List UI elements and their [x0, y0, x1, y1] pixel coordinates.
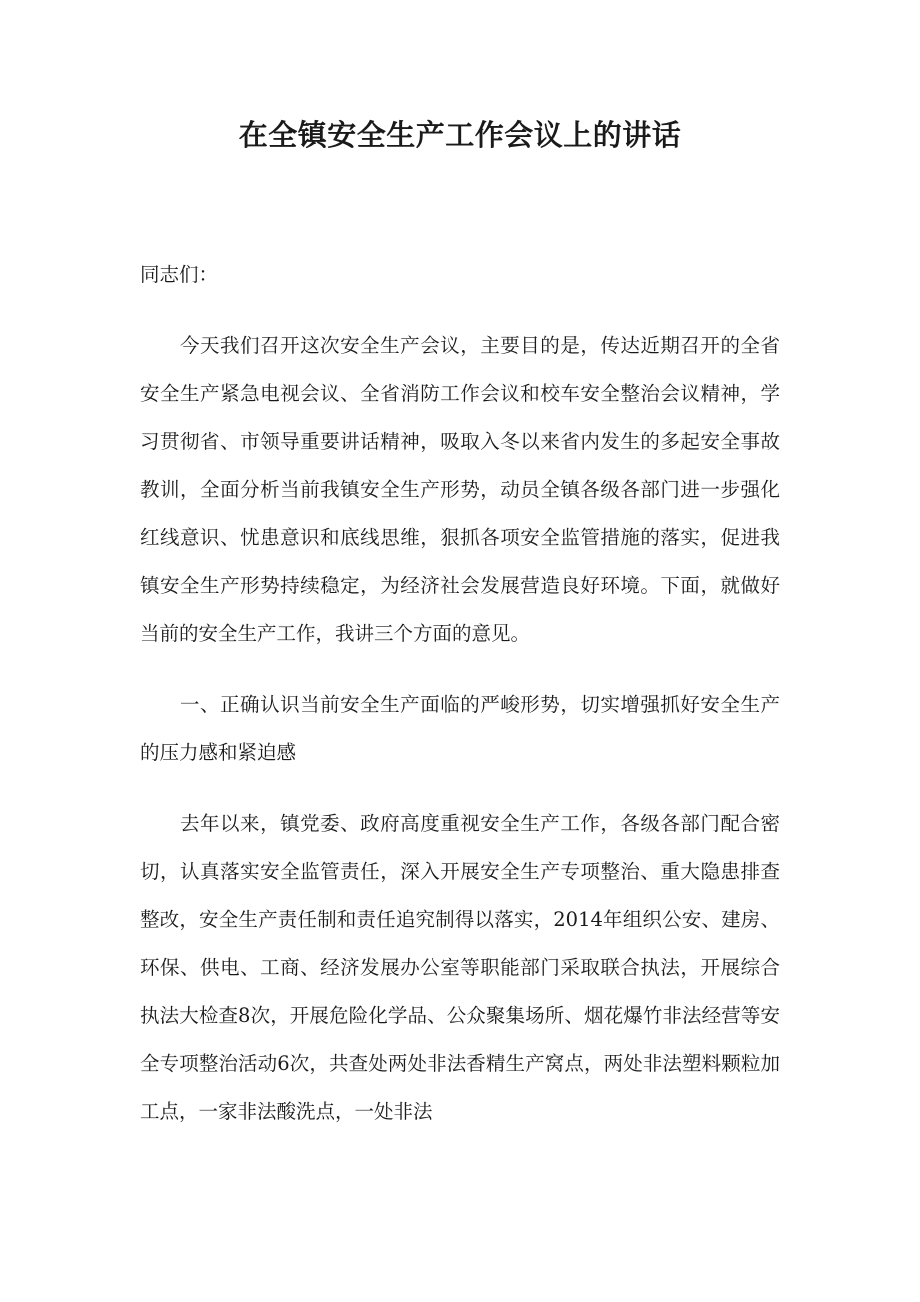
document-body — [140, 251, 780, 1159]
document-title: 在全镇安全生产工作会议上的讲话 — [238, 118, 682, 152]
paragraph-intro: 今天我们召开这次安全生产会议，主要目的是，传达近期召开的全省安全生产紧急电视会议、全省消防工作会议和校车安全整治会议精神，学习贯彻省、市领导重要讲话精神，吸取入冬以来省内发生的多起安全事故教训，全面分析当前我镇安全生产形势，动员全镇各级各部门进一步强化红线意识、忧患意识和底线思维，狠抓各项安全监管措施的落实，促进我镇安全生产形势持续稳定，为经济社会发展营造良好环境。下面，就做好当前的安全生产工作，我讲三个方面的意见。 — [140, 334, 780, 645]
section-heading-1: 一、正确认识当前安全生产面临的严峻形势，切实增强抓好安全生产的压力感和紧迫感 — [140, 693, 780, 764]
paragraph-section-1: 去年以来，镇党委、政府高度重视安全生产工作，各级各部门配合密切，认真落实安全监管责任，深入开展安全生产专项整治、重大隐患排查整改，安全生产责任制和责任追究制得以落实，2014年组织公安、建房、环保、供电、工商、经济发展办公室等职能部门采取联合执法，开展综合执法大检查8次，开展危险化学品、公众聚集场所、烟花爆竹非法经营等安全专项整治活动6次，共查处两处非法香精生产窝点，两处非法塑料颗粒加工点，一家非法酸洗点，一处非法 — [140, 812, 780, 1123]
salutation: 同志们： — [140, 263, 219, 286]
